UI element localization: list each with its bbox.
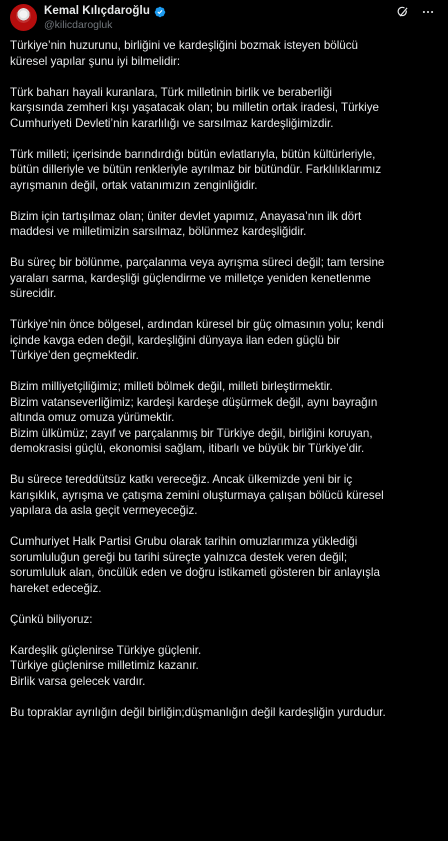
post-line: Kardeşlik güçlenirse Türkiye güçlenir. [10, 643, 202, 657]
post-line: Türk baharı hayali kuranlara, Türk milletinin birlik ve beraberliği [10, 85, 332, 99]
post-line: Cumhuriyeti Devleti’nin kararlılığı ve sarsılmaz kardeşliğimizdir. [10, 116, 334, 130]
avatar-photo-icon [16, 8, 31, 23]
post-line: Türkiye güçlenirse milletimiz kazanır. [10, 659, 199, 672]
post-line: karşısında zemheri kışı yaşatacak olan; bu milletin ortak iradesi, Türkiye [10, 101, 380, 114]
post-paragraph [10, 255, 440, 302]
post-line: bütün dilleriyle ve bütün renkleriyle ayrılmaz bir bütündür. Farklılıklarımız [10, 163, 382, 176]
post-line: sorumluluk alan, öncülük eden ve doğru istikameti gösteren bir anlayışla [10, 566, 380, 579]
display-name[interactable]: Kemal Kılıçdaroğlu [44, 5, 150, 17]
post-paragraph [10, 612, 440, 628]
post-line: Bu sürece tereddütsüz katkı vereceğiz. Ancak ülkemizde yeni bir iç [10, 473, 353, 486]
verified-badge-icon [154, 5, 166, 17]
avatar[interactable] [10, 4, 37, 31]
post-line: Birlik varsa gelecek vardır. [10, 674, 146, 688]
post-line: hareket edeceğiz. [10, 581, 102, 595]
grok-icon[interactable] [396, 5, 410, 19]
post-line: Bu topraklar ayrılığın değil birliğin;düşmanlığın değil kardeşliğin yurdudur. [10, 705, 386, 719]
post-paragraph [10, 472, 440, 519]
post-line: içinde kavga eden değil, kardeşliğini dünyaya ilan eden güçlü bir [10, 333, 340, 347]
post-line: Cumhuriyet Halk Partisi Grubu olarak tarihin omuzlarımıza yüklediği [10, 535, 358, 548]
post-paragraph [10, 534, 440, 596]
post-line: demokrasisi güçlü, ekonomisi sağlam, itibarlı ve büyük bir Türkiye’dir. [10, 442, 365, 455]
post-paragraph [10, 85, 440, 132]
post-header [0, 0, 448, 34]
post-line: sürecidir. [10, 287, 57, 300]
post-line: karışıklık, ayrışma ve çatışma zemini oluşturmaya çalışan bölücü küresel [10, 488, 384, 502]
post-paragraph [10, 38, 440, 69]
post-line: Türkiye’nin huzurunu, birliğini ve kardeşliğini bozmak isteyen bölücü [10, 39, 358, 52]
post-line: Türkiye’nin önce bölgesel, ardından küresel bir güç olmasının yolu; kendi [10, 318, 384, 331]
post-paragraph [10, 317, 440, 364]
post-paragraph [10, 705, 440, 721]
user-handle[interactable]: @kilicdarogluk [44, 19, 113, 31]
post-paragraph [10, 209, 440, 240]
author-name-row [44, 5, 166, 17]
post-line: altında omuz omuza yürümektir. [10, 411, 175, 424]
post-paragraph [10, 379, 440, 457]
post-line: sorumluluğun gereği bu tarihi süreçte yalnızca destek veren değil; [10, 550, 348, 564]
post-line: Bizim vatanseverliğimiz; kardeşi kardeşe düşürmek değil, aynı bayrağın [10, 395, 378, 409]
post-line: Bizim ülkümüz; zayıf ve parçalanmış bir Türkiye değil, birliğini koruyan, [10, 426, 373, 440]
post-paragraph [10, 147, 440, 194]
post-line: ayrışmanın değil, ortak vatanımızın zenginliğidir. [10, 178, 258, 192]
post-paragraph [10, 643, 440, 690]
post-line: maddesi ve milletimizin sarsılmaz, bölünmez kardeşliğidir. [10, 225, 307, 238]
post-line: Türk milleti; içerisinde barındırdığı bütün evlatlarıyla, bütün kültürleriyle, [10, 147, 376, 161]
post-text [10, 38, 440, 736]
post-line: küresel yapılar şunu iyi bilmelidir: [10, 54, 181, 68]
header-actions [396, 5, 436, 19]
post-line: yaraları sarma, kardeşliği güçlendirme ve milletçe yeniden kenetlenme [10, 271, 371, 285]
post-line: Çünkü biliyoruz: [10, 612, 93, 626]
post-line: Bizim için tartışılmaz olan; üniter devlet yapımız, Anayasa’nın ilk dört [10, 209, 362, 223]
post-line: Türkiye’den geçmektedir. [10, 349, 139, 362]
post-line: Bizim milliyetçiliğimiz; milleti bölmek değil, milleti birleştirmektir. [10, 380, 333, 393]
post-line: Bu süreç bir bölünme, parçalanma veya ayrışma süreci değil; tam tersine [10, 256, 385, 269]
more-options-icon[interactable] [420, 5, 436, 19]
post-line: yapılara da asla geçit vermeyeceğiz. [10, 504, 198, 517]
